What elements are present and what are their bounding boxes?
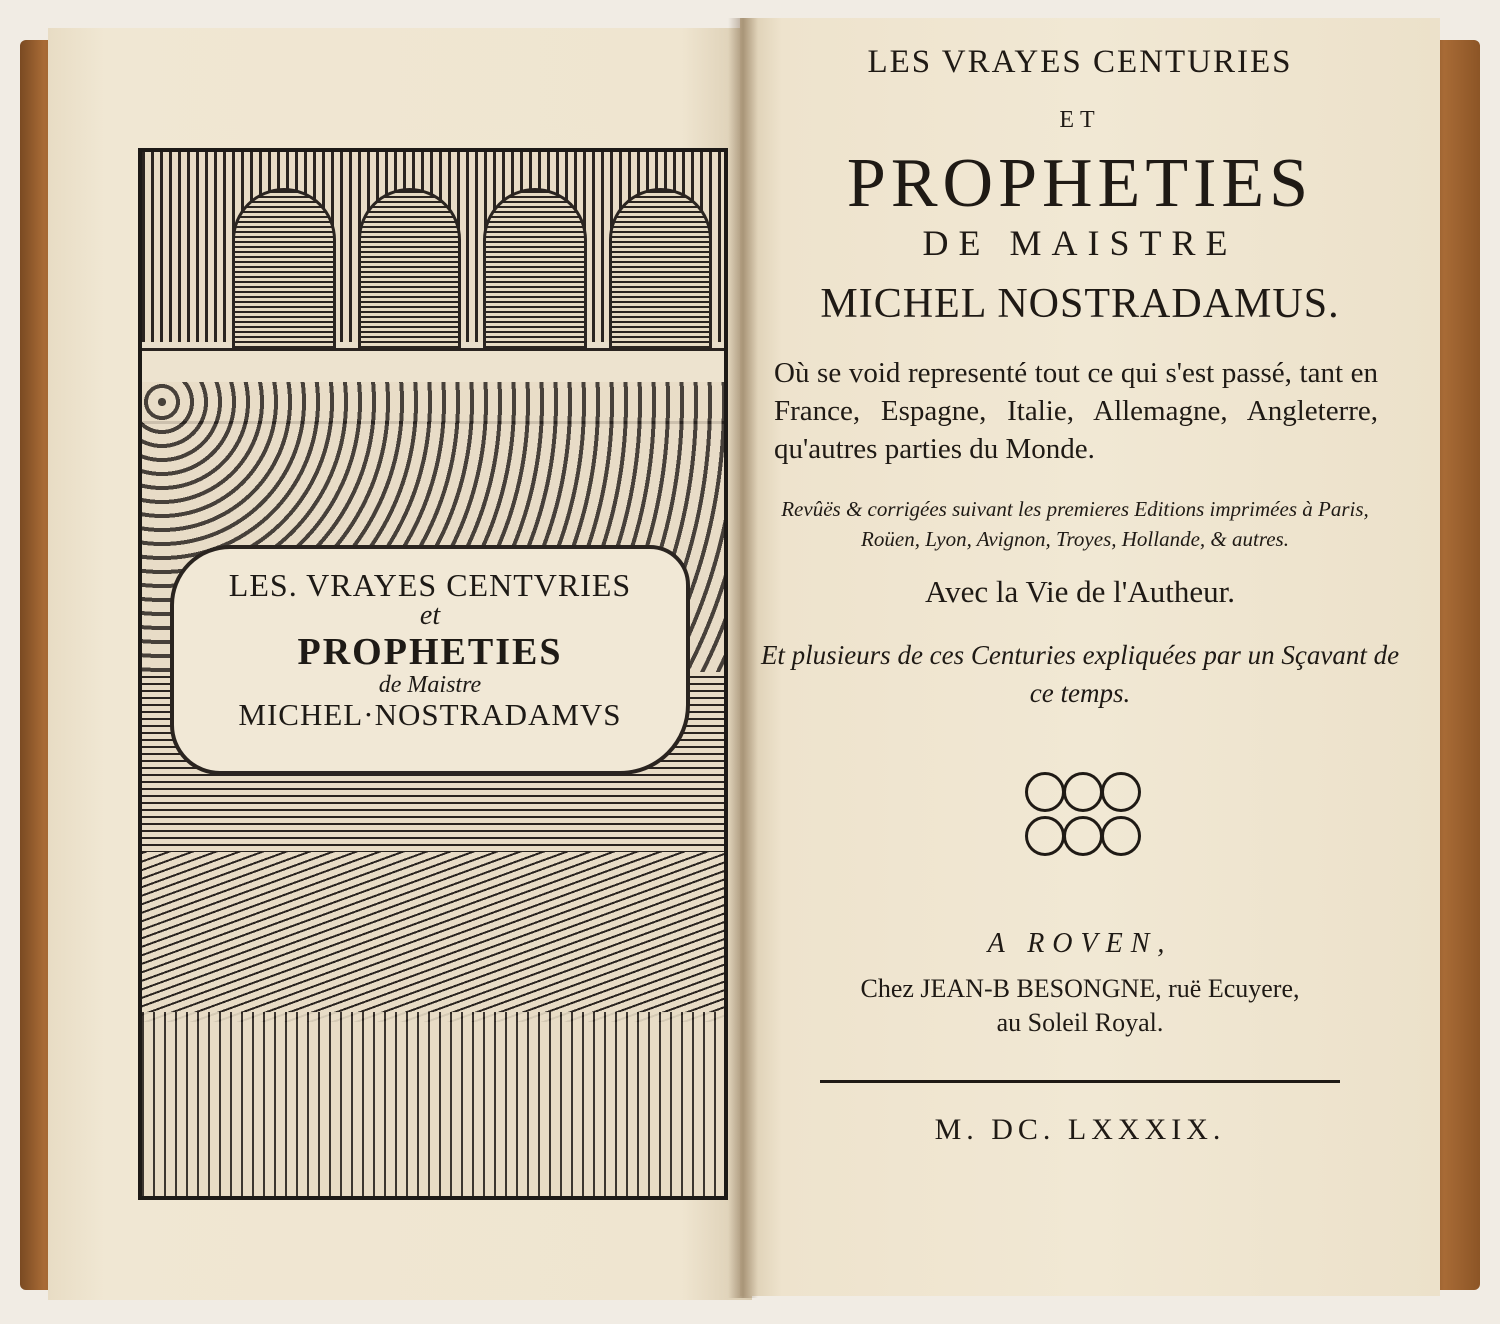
- ornament-scroll: [1063, 772, 1103, 812]
- ornament-scroll: [1025, 816, 1065, 856]
- imprint-city: A ROVEN,: [987, 928, 1173, 959]
- horizontal-rule: [820, 1080, 1340, 1083]
- ornament-scroll: [1101, 816, 1141, 856]
- cartouche-line-2: et: [419, 600, 441, 631]
- title-line-4: DE MAISTRE: [922, 223, 1238, 263]
- life-of-author: Avec la Vie de l'Autheur.: [925, 574, 1235, 609]
- explained-note: Et plusieurs de ces Centuries expliquées par un Sçavant de ce temps.: [760, 640, 1400, 708]
- ornament-scroll: [1025, 772, 1065, 812]
- cartouche-line-4: de Maistre: [378, 672, 482, 698]
- title-main: PROPHETIES: [846, 145, 1314, 222]
- woodcut-arches: [232, 188, 712, 348]
- title-page-text: [760, 40, 1400, 1147]
- woodcut-arch: [609, 188, 713, 348]
- printer-ornament: [1025, 772, 1135, 862]
- imprint-year: M. DC. LXXXIX.: [934, 1113, 1226, 1146]
- woodcut-arch: [358, 188, 462, 348]
- book-gutter: [728, 18, 758, 1298]
- frontispiece-cartouche: [170, 545, 690, 775]
- woodcut-arch: [232, 188, 336, 348]
- woodcut-arch: [483, 188, 587, 348]
- ornament-scroll: [1063, 816, 1103, 856]
- ornament-scroll: [1101, 772, 1141, 812]
- revision-note: Revûës & corrigées suivant les premieres Editions imprimées à Paris, Roüen, Lyon, Avignon, Troyes, Hollande, & autres.: [781, 497, 1369, 551]
- title-line-2: ET: [1059, 107, 1101, 133]
- title-line-1: LES VRAYES CENTURIES: [867, 44, 1293, 80]
- cartouche-line-5: MICHEL·NOSTRADAMVS: [238, 697, 622, 732]
- description-paragraph: Où se void representé tout ce qui s'est passé, tant en France, Espagne, Italie, Allemagne, Angleterre, qu'autres parties du Monde.: [774, 357, 1378, 465]
- cartouche-line-1: LES. VRAYES CENTVRIES: [228, 567, 632, 603]
- imprint-sign: au Soleil Royal.: [996, 1008, 1164, 1037]
- cartouche-line-3: PROPHETIES: [297, 631, 563, 673]
- woodcut-hills: [142, 852, 724, 1022]
- woodcut-city: [142, 1012, 724, 1200]
- author-name: MICHEL NOSTRADAMUS.: [820, 281, 1340, 327]
- imprint-printer: Chez JEAN-B BESONGNE, ruë Ecuyere,: [860, 974, 1300, 1003]
